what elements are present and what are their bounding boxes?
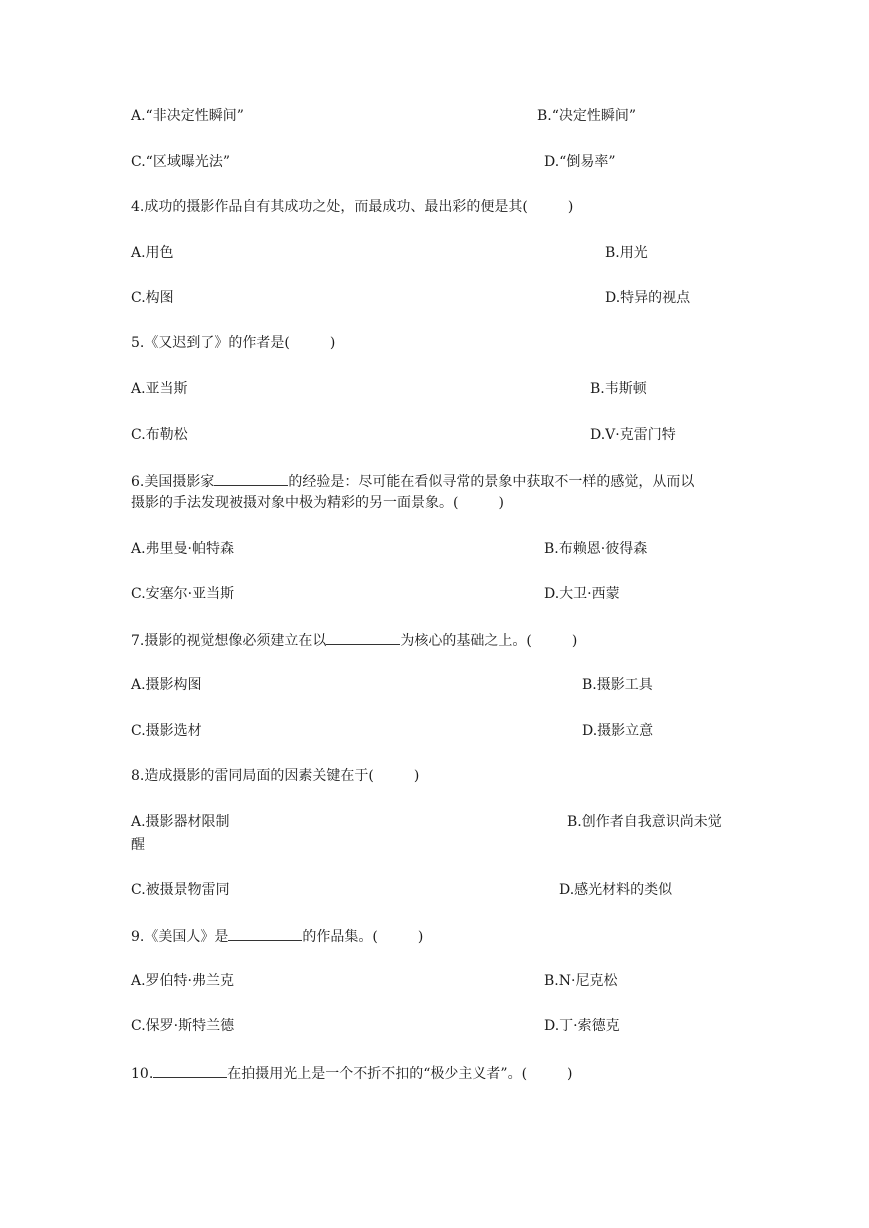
q10-stem	[131, 1061, 573, 1085]
q6-stem-line1	[131, 469, 694, 493]
q9-option-b: B.N·尼克松	[544, 973, 618, 989]
q4-close-paren: )	[567, 199, 574, 215]
q5-option-d: D.V·克雷门特	[590, 427, 676, 443]
q9-stem-pre: 9.《美国人》是	[131, 929, 229, 945]
q9-option-c: C.保罗·斯特兰德	[131, 1018, 235, 1034]
q9-close-paren: )	[417, 929, 424, 945]
q8-option-a: A.摄影器材限制	[131, 814, 230, 830]
q9-stem	[131, 924, 423, 948]
q5-option-b: B.韦斯顿	[590, 381, 647, 397]
q7-stem-post: 为核心的基础之上。(	[400, 633, 532, 649]
q5-stem	[131, 332, 335, 354]
q5-close-paren: )	[329, 335, 336, 351]
q7-close-paren: )	[571, 633, 578, 649]
q5-stem-text: 5.《又迟到了》的作者是(	[131, 335, 290, 351]
q8-option-b: B.创作者自我意识尚未觉	[567, 814, 722, 830]
q6-stem-line2	[131, 492, 504, 514]
q7-stem	[131, 628, 577, 652]
q6-stem-line2-text: 摄影的手法发现被摄对象中极为精彩的另一面景象。(	[131, 495, 459, 511]
q4-option-d: D.特异的视点	[605, 290, 691, 306]
q4-option-c: C.构图	[131, 290, 174, 306]
q4-option-a: A.用色	[131, 245, 174, 261]
q6-option-b: B.布赖恩·彼得森	[544, 541, 648, 557]
q5-option-c: C.布勒松	[131, 427, 188, 443]
q4-stem-text: 4.成功的摄影作品自有其成功之处，而最成功、最出彩的便是其(	[131, 199, 528, 215]
q6-option-c: C.安塞尔·亚当斯	[131, 586, 235, 602]
q6-close-paren: )	[498, 495, 504, 511]
q8-stem	[131, 765, 419, 787]
q9-stem-post: 的作品集。(	[302, 929, 378, 945]
q9-option-d: D.丁·索德克	[544, 1018, 620, 1034]
q7-option-c: C.摄影选材	[131, 723, 202, 739]
q10-answer-blank	[153, 1061, 227, 1078]
q10-close-paren: )	[567, 1066, 573, 1082]
q3-option-d: D.“倒易率”	[544, 154, 616, 170]
q7-option-d: D.摄影立意	[582, 723, 654, 739]
q6-stem-pre: 6.美国摄影家	[131, 474, 215, 490]
q8-option-b-wrap: 醒	[131, 837, 145, 853]
q6-stem-post: 的经验是：尽可能在看似寻常的景象中获取不一样的感觉，从而以	[288, 474, 695, 490]
q7-option-b: B.摄影工具	[582, 677, 653, 693]
q8-stem-text: 8.造成摄影的雷同局面的因素关键在于(	[131, 768, 374, 784]
q5-option-a: A.亚当斯	[131, 381, 188, 397]
q9-option-a: A.罗伯特·弗兰克	[131, 973, 235, 989]
q8-option-c: C.被摄景物雷同	[131, 882, 230, 898]
q4-option-b: B.用光	[605, 245, 648, 261]
q6-option-a: A.弗里曼·帕特森	[131, 541, 235, 557]
q9-answer-blank	[228, 924, 302, 941]
q3-option-b: B.“决定性瞬间”	[537, 108, 637, 124]
q8-close-paren: )	[413, 768, 420, 784]
q3-option-c: C.“区域曝光法”	[131, 154, 230, 170]
q6-answer-blank	[214, 469, 288, 486]
q4-stem	[131, 196, 573, 218]
q7-stem-pre: 7.摄影的视觉想像必须建立在以	[131, 633, 327, 649]
q10-stem-pre: 10.	[131, 1066, 154, 1082]
q7-option-a: A.摄影构图	[131, 677, 202, 693]
q10-stem-post: 在拍摄用光上是一个不折不扣的“极少主义者”。(	[227, 1066, 528, 1082]
q6-option-d: D.大卫·西蒙	[544, 586, 620, 602]
q3-option-a: A.“非决定性瞬间”	[131, 108, 244, 124]
q7-answer-blank	[326, 628, 400, 645]
q8-option-d: D.感光材料的类似	[559, 882, 673, 898]
